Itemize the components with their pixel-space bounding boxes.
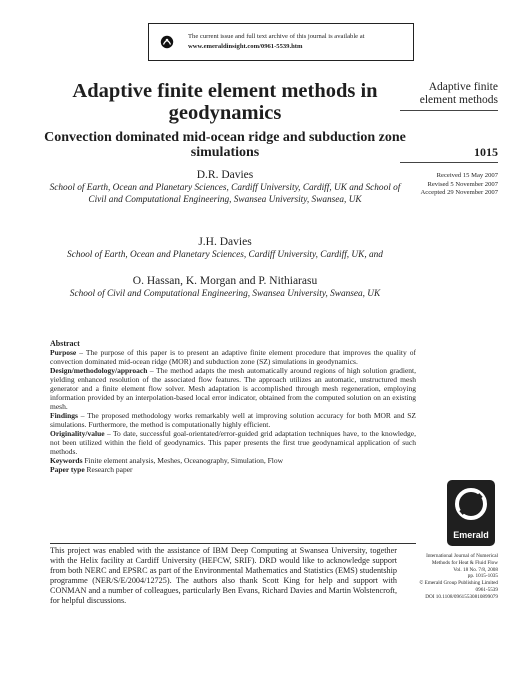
journal-citation (398, 553, 498, 601)
journal-copyright: © Emerald Group Publishing Limited (419, 580, 498, 587)
section-label: Originality/value (50, 429, 105, 438)
journal-volume: Vol. 18 No. 7/8, 2008 (453, 566, 498, 573)
archive-notice-box (148, 23, 414, 61)
running-title: Adaptive finite element methods (419, 81, 498, 106)
abstract-keywords (50, 456, 416, 465)
section-label: Findings (50, 411, 78, 420)
archive-url-link[interactable]: www.emeraldinsight.com/0961-5539.htm (188, 43, 303, 50)
author-names: D.R. Davies (196, 169, 254, 181)
journal-name-line: International Journal of Numerical (426, 553, 498, 559)
received-date: Received 15 May 2007 (436, 172, 498, 179)
abstract-purpose (50, 348, 416, 366)
abstract-design (50, 366, 416, 411)
journal-pages: pp. 1015-1035 (467, 573, 498, 580)
author-names: J.H. Davies (198, 236, 252, 248)
acknowledgement-footnote: This project was enabled with the assistance of IBM Deep Computing at Swansea University, together with the Helix facility at Cardiff University (HEFCW, SRIF). DRD would like to acknowledge support from both NERC and EPSRC as part of the Environmental Mathematics and Statistics (EMS) studentship programme (NER/S/E/2004/12725). The authors also thank Scott King for help and support with CONMAN and a number of colleagues, particularly Ben Evans, Richard Davies and Martin Wolstencroft, for helpful discussions. (50, 546, 397, 605)
section-text: – The purpose of this paper is to present an adaptive finite element procedure that improves the quality of convection dominated mid-ocean ridge (MOR) and subduction zone (SZ) simulations in geodynamics. (50, 348, 416, 366)
section-text: Finite element analysis, Meshes, Oceanography, Simulation, Flow (82, 456, 284, 465)
abstract-paper-type (50, 465, 416, 474)
author-affiliation: School of Civil and Computational Engineering, Swansea University, Swansea, UK (69, 289, 381, 299)
abstract-heading: Abstract (50, 339, 80, 348)
accepted-date: Accepted 29 November 2007 (420, 189, 498, 197)
section-label: Design/methodology/approach (50, 366, 148, 375)
abstract-findings (50, 411, 416, 429)
section-label: Keywords (50, 456, 83, 465)
emerald-logo-icon (447, 480, 495, 546)
archive-logo-icon (160, 35, 174, 49)
abstract (50, 339, 416, 474)
section-label: Paper type (50, 465, 85, 474)
author-affiliation: School of Earth, Ocean and Planetary Sciences, Cardiff University, Cardiff, UK and School of Civil and Computational Engineering, Swansea University, Swansea, UK (49, 183, 401, 205)
page-number: 1015 (474, 145, 498, 159)
footnote-divider (50, 543, 416, 544)
author-affiliation: School of Earth, Ocean and Planetary Sciences, Cardiff University, Cardiff, UK, and (67, 250, 383, 260)
margin-divider (400, 162, 498, 163)
journal-name-line: Methods for Heat & Fluid Flow (431, 559, 498, 566)
article-subtitle: Convection dominated mid-ocean ridge and subduction zone simulations (44, 130, 406, 160)
abstract-originality (50, 429, 416, 456)
emerald-logo-text: Emerald (453, 530, 489, 540)
article-history (396, 172, 498, 198)
section-text: – To date, successful goal-orientated/error-guided grid adaptation techniques have, to the knowledge, not been utilized within the field of geodynamics. This paper presents the first true geodynamical application of such methods. (50, 429, 416, 456)
journal-doi: DOI 10.1108/09615530810899079 (425, 593, 498, 600)
journal-issn: 0961-5539 (475, 586, 498, 593)
section-text: – The method adapts the mesh automatically around regions of high solution gradient, yielding enhanced resolution of the associated flow features. The approach utilizes an automatic, unstructured mesh generator and a finite element flow solver. Mesh adaptation is accomplished through mesh regeneration, employing information provided by an interpolation-based local error indicator, obtained from the computed solution on an existing mesh. (50, 366, 416, 411)
section-text: Research paper (84, 465, 133, 474)
article-title: Adaptive finite element methods in geodynamics (72, 80, 378, 124)
margin-divider (400, 110, 498, 111)
archive-notice-text: The current issue and full text archive of this journal is available at (188, 33, 365, 40)
author-names: O. Hassan, K. Morgan and P. Nithiarasu (132, 275, 318, 287)
section-label: Purpose (50, 348, 77, 357)
revised-date: Revised 5 November 2007 (427, 180, 498, 188)
section-text: – The proposed methodology works remarkably well at improving solution accuracy for both MOR and SZ simulations. Furthermore, the method is computationally highly efficient. (50, 411, 416, 429)
